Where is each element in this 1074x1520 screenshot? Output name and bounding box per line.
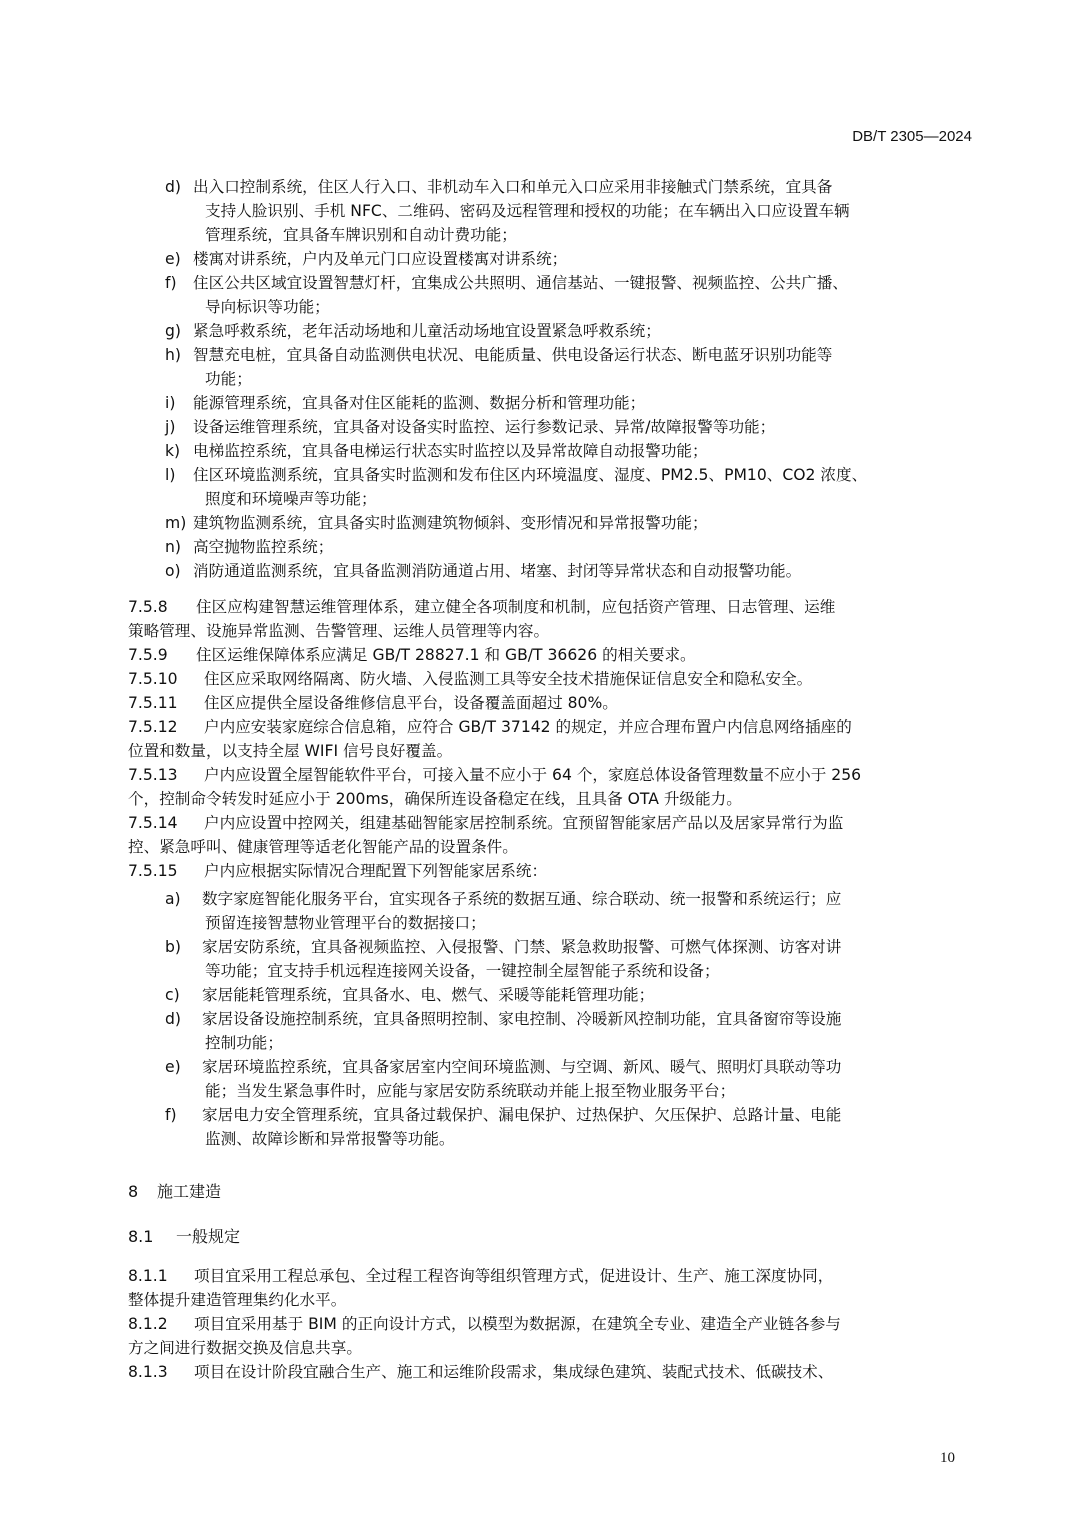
list-item-label: c) (165, 986, 180, 1004)
list-item-text: 家居电力安全管理系统，宜具备过载保护、漏电保护、过热保护、欠压保护、总路计量、电能 (202, 1106, 842, 1124)
list-item-text: 等功能；宜支持手机远程连接网关设备，一键控制全屋智能子系统和设备； (205, 962, 720, 980)
list-item-text: 数字家庭智能化服务平台，宜实现各子系统的数据互通、综合联动、统一报警和系统运行；应 (202, 890, 842, 908)
clause-text: 个，控制命令转发时延应小于 200ms，确保所连设备稳定在线，且具备 OTA 升级能力。 (128, 790, 742, 808)
clause-text: 控、紧急呼叫、健康管理等适老化智能产品的设置条件。 (128, 838, 518, 856)
clause-number: 7.5.15 (128, 862, 178, 880)
list-item-text: 导向标识等功能； (205, 298, 330, 316)
list-item-text: 设备运维管理系统，宜具备对设备实时监控、运行参数记录、异常/故障报警等功能； (193, 418, 776, 436)
clause-number: 7.5.11 (128, 694, 178, 712)
list-item-text: 能源管理系统，宜具备对住区能耗的监测、数据分析和管理功能； (193, 394, 646, 412)
clause-number: 7.5.9 (128, 646, 168, 664)
list-item-text: 消防通道监测系统，宜具备监测消防通道占用、堵塞、封闭等异常状态和自动报警功能。 (193, 562, 802, 580)
list-item-label: e) (165, 250, 181, 268)
clause-text: 项目宜采用基于 BIM 的正向设计方式，以模型为数据源，在建筑全专业、建造全产业链各参与 (194, 1315, 841, 1333)
subsection-number: 8.1 (128, 1227, 154, 1246)
list-item-text: 家居能耗管理系统，宜具备水、电、燃气、采暖等能耗管理功能； (202, 986, 655, 1004)
clause-number: 7.5.10 (128, 670, 178, 688)
list-item-label: b) (165, 938, 181, 956)
list-item-text: 家居安防系统，宜具备视频监控、入侵报警、门禁、紧急救助报警、可燃气体探测、访客对讲 (202, 938, 842, 956)
clause-text: 位置和数量，以支持全屋 WIFI 信号良好覆盖。 (128, 742, 453, 760)
list-item-text: 支持人脸识别、手机 NFC、二维码、密码及远程管理和授权的功能；在车辆出入口应设置车辆 (205, 202, 850, 220)
list-item-text: 照度和环境噪声等功能； (205, 490, 377, 508)
list-item-label: i) (165, 394, 176, 412)
list-item-label: d) (165, 178, 181, 196)
clause-text: 住区应构建智慧运维管理体系，建立健全各项制度和机制，应包括资产管理、日志管理、运维 (196, 598, 836, 616)
list-item-text: 家居环境监控系统，宜具备家居室内空间环境监测、与空调、新风、暖气、照明灯具联动等功 (202, 1058, 842, 1076)
clause-number: 7.5.12 (128, 718, 178, 736)
clause-text: 方之间进行数据交换及信息共享。 (128, 1339, 362, 1357)
list-item-text: 住区公共区域宜设置智慧灯杆，宜集成公共照明、通信基站、一键报警、视频监控、公共广播、 (193, 274, 848, 292)
list-item-text: 监测、故障诊断和异常报警等功能。 (205, 1130, 455, 1148)
clause-text: 住区运维保障体系应满足 GB/T 28827.1 和 GB/T 36626 的相关要求。 (196, 646, 696, 664)
clause-text: 项目在设计阶段宜融合生产、施工和运维阶段需求，集成绿色建筑、装配式技术、低碳技术、 (194, 1363, 834, 1381)
list-item-label: k) (165, 442, 181, 460)
list-item-label: d) (165, 1010, 181, 1028)
clause-text: 项目宜采用工程总承包、全过程工程咨询等组织管理方式，促进设计、生产、施工深度协同， (194, 1267, 834, 1285)
list-item-label: j) (165, 418, 176, 436)
clause-text: 住区应采取网络隔离、防火墙、入侵监测工具等安全技术措施保证信息安全和隐私安全。 (204, 670, 813, 688)
list-item-text: 楼寓对讲系统，户内及单元门口应设置楼寓对讲系统； (193, 250, 568, 268)
list-item-label: l) (165, 466, 176, 484)
list-item-label: g) (165, 322, 181, 340)
list-item-text: 能；当发生紧急事件时，应能与家居安防系统联动并能上报至物业服务平台； (205, 1082, 736, 1100)
list-item-text: 电梯监控系统，宜具备电梯运行状态实时监控以及异常故障自动报警功能； (193, 442, 708, 460)
clause-number: 7.5.13 (128, 766, 178, 784)
clause-text: 策略管理、设施异常监测、告警管理、运维人员管理等内容。 (128, 622, 550, 640)
list-item-text: 控制功能； (205, 1034, 283, 1052)
list-item-text: 出入口控制系统，住区人行入口、非机动车入口和单元入口应采用非接触式门禁系统，宜具备 (193, 178, 833, 196)
list-item-text: 高空抛物监控系统； (193, 538, 334, 556)
list-item-text: 紧急呼救系统，老年活动场地和儿童活动场地宜设置紧急呼救系统； (193, 322, 661, 340)
clause-text: 住区应提供全屋设备维修信息平台，设备覆盖面超过 80%。 (204, 694, 618, 712)
list-item-text: 预留连接智慧物业管理平台的数据接口； (205, 914, 486, 932)
page-number: 10 (940, 1450, 955, 1466)
section-number: 8 (128, 1182, 139, 1201)
list-item-label: h) (165, 346, 181, 364)
list-item-text: 住区环境监测系统，宜具备实时监测和发布住区内环境温度、湿度、PM2.5、PM10、CO2 浓度、 (193, 466, 868, 484)
doc-code-header: DB/T 2305—2024 (852, 128, 972, 145)
list-item-text: 家居设备设施控制系统，宜具备照明控制、家电控制、冷暖新风控制功能，宜具备窗帘等设施 (202, 1010, 842, 1028)
list-item-label: a) (165, 890, 181, 908)
clause-number: 8.1.1 (128, 1267, 168, 1285)
list-item-label: n) (165, 538, 181, 556)
list-item-label: o) (165, 562, 181, 580)
list-item-label: f) (165, 1106, 177, 1124)
clause-text: 户内应安装家庭综合信息箱，应符合 GB/T 37142 的规定，并应合理布置户内信息网络插座的 (204, 718, 852, 736)
list-item-text: 管理系统，宜具备车牌识别和自动计费功能； (205, 226, 517, 244)
clause-number: 8.1.3 (128, 1363, 168, 1381)
clause-text: 整体提升建造管理集约化水平。 (128, 1291, 347, 1309)
clause-text: 户内应根据实际情况合理配置下列智能家居系统： (204, 862, 548, 880)
clause-text: 户内应设置全屋智能软件平台，可接入量不应小于 64 个，家庭总体设备管理数量不应小于 256 (204, 766, 862, 784)
section-title: 施工建造 (157, 1182, 222, 1201)
subsection-title: 一般规定 (176, 1227, 241, 1246)
clause-number: 7.5.14 (128, 814, 178, 832)
list-item-text: 智慧充电桩，宜具备自动监测供电状况、电能质量、供电设备运行状态、断电蓝牙识别功能等 (193, 346, 833, 364)
clause-number: 7.5.8 (128, 598, 168, 616)
list-item-text: 建筑物监测系统，宜具备实时监测建筑物倾斜、变形情况和异常报警功能； (193, 514, 708, 532)
list-item-label: f) (165, 274, 177, 292)
list-item-text: 功能； (205, 370, 252, 388)
clause-number: 8.1.2 (128, 1315, 168, 1333)
list-item-label: e) (165, 1058, 181, 1076)
clause-text: 户内应设置中控网关，组建基础智能家居控制系统。宜预留智能家居产品以及居家异常行为监 (204, 814, 844, 832)
list-item-label: m) (165, 514, 187, 532)
